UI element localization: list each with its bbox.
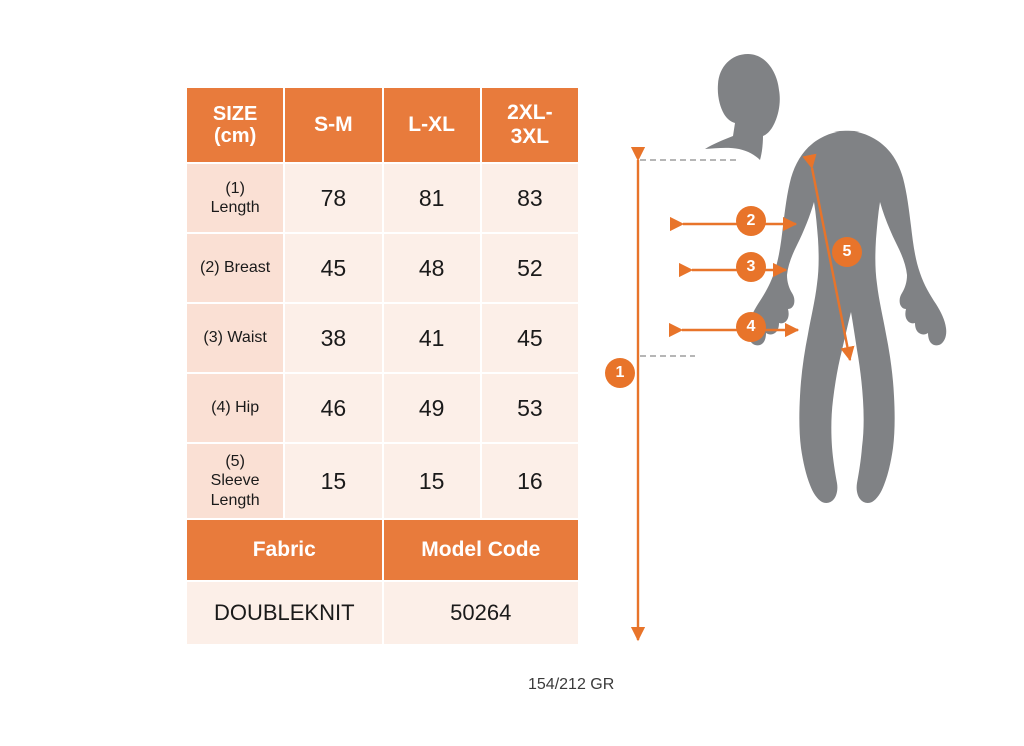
table-row xyxy=(186,443,579,519)
row-label-hip: (4) Hip xyxy=(186,373,284,443)
cell-length-lxl: 81 xyxy=(383,163,481,233)
table-header-row xyxy=(186,87,579,163)
row-label-length xyxy=(186,163,284,233)
table-row xyxy=(186,303,579,373)
figure-diagram xyxy=(600,20,1010,720)
header-size-line1: SIZE xyxy=(212,102,258,125)
header-col-sm: S-M xyxy=(284,87,382,163)
cell-hip-lxl: 49 xyxy=(383,373,481,443)
cell-waist-2xl3xl: 45 xyxy=(481,303,579,373)
row-label-length-line1: (1) xyxy=(225,179,245,197)
table-footer-value-row xyxy=(186,581,579,645)
table-footer-header-row xyxy=(186,519,579,581)
header-size xyxy=(186,87,284,163)
table-row xyxy=(186,233,579,303)
cell-length-sm: 78 xyxy=(284,163,382,233)
cell-breast-sm: 45 xyxy=(284,233,382,303)
header-col4-line1: 2XL- xyxy=(507,101,553,125)
header-col4-line2: 3XL xyxy=(510,125,550,148)
row-label-sleeve-length xyxy=(186,443,284,519)
size-chart-table xyxy=(185,86,580,646)
header-col-2xl3xl xyxy=(481,87,579,163)
cell-sleeve-lxl: 15 xyxy=(383,443,481,519)
measurement-arrows-svg xyxy=(600,20,1010,720)
table-row xyxy=(186,163,579,233)
cell-breast-2xl3xl: 52 xyxy=(481,233,579,303)
cell-sleeve-2xl3xl: 16 xyxy=(481,443,579,519)
cell-breast-lxl: 48 xyxy=(383,233,481,303)
weight-note: 154/212 GR xyxy=(528,676,615,693)
badge-hip: 4 xyxy=(737,313,765,341)
row-label-waist: (3) Waist xyxy=(186,303,284,373)
row-label-breast: (2) Breast xyxy=(186,233,284,303)
row-label-sleeve-line2: Sleeve xyxy=(210,472,260,490)
badge-waist: 3 xyxy=(737,253,765,281)
cell-length-2xl3xl: 83 xyxy=(481,163,579,233)
footer-header-model-code: Model Code xyxy=(383,519,580,581)
header-size-line2: (cm) xyxy=(214,125,257,147)
table-row xyxy=(186,373,579,443)
cell-waist-lxl: 41 xyxy=(383,303,481,373)
cell-hip-sm: 46 xyxy=(284,373,382,443)
header-col-lxl: L-XL xyxy=(383,87,481,163)
footer-header-fabric: Fabric xyxy=(186,519,383,581)
cell-waist-sm: 38 xyxy=(284,303,382,373)
badge-length: 1 xyxy=(606,359,634,387)
badge-sleeve-length: 5 xyxy=(833,238,861,266)
row-label-sleeve-line1: (5) xyxy=(225,453,245,471)
footer-value-model-code: 50264 xyxy=(383,581,580,645)
cell-hip-2xl3xl: 53 xyxy=(481,373,579,443)
cell-sleeve-sm: 15 xyxy=(284,443,382,519)
badge-breast: 2 xyxy=(737,207,765,235)
row-label-length-line2: Length xyxy=(210,199,260,216)
footer-value-fabric: DOUBLEKNIT xyxy=(186,581,383,645)
row-label-sleeve-line3: Length xyxy=(210,491,260,509)
